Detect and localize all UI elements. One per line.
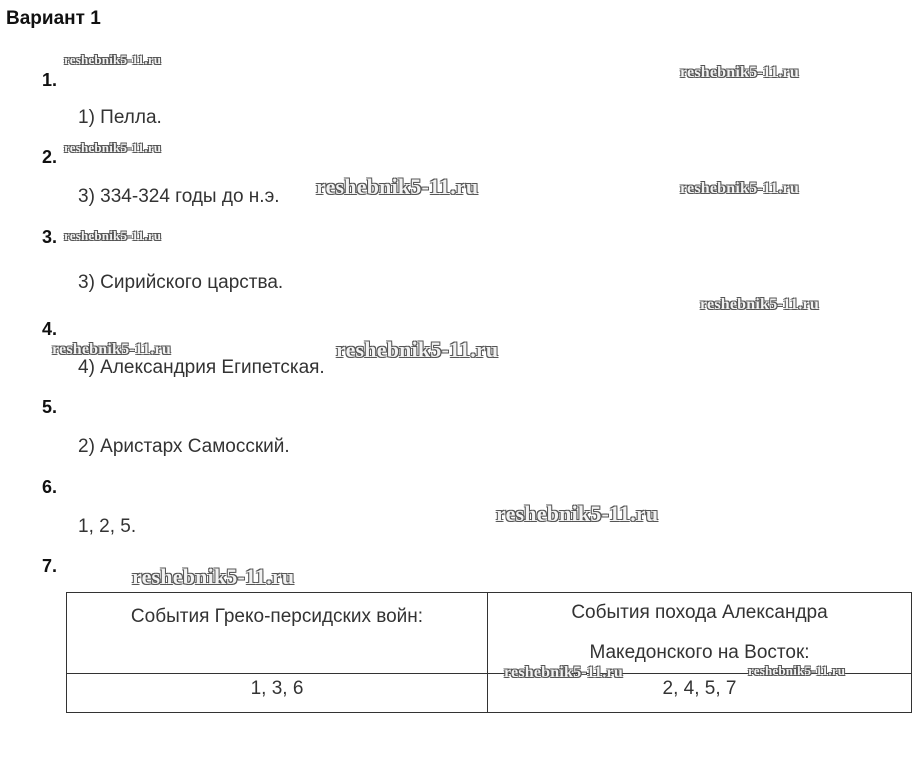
- question-number-5: 5.: [42, 397, 58, 417]
- watermark: reshebnik5-11.ru: [504, 664, 623, 681]
- watermark: reshebnik5-11.ru: [748, 663, 846, 678]
- watermark: reshebnik5-11.ru: [336, 337, 499, 362]
- question-number-4: 4.: [42, 319, 58, 339]
- watermark: reshebnik5-11.ru: [132, 564, 295, 589]
- watermark: reshebnik5-11.ru: [316, 174, 479, 199]
- header-alexander-campaign: События похода Александра Македонского на Восток:: [571, 602, 828, 663]
- answer-3: 3) Сирийского царства.: [78, 272, 284, 293]
- answer-2: 3) 334-324 годы до н.э.: [78, 186, 280, 207]
- watermark: reshebnik5-11.ru: [52, 341, 171, 358]
- question-number-7: 7.: [42, 556, 58, 576]
- page-title: Вариант 1: [6, 8, 101, 29]
- value-alexander-campaign: 2, 4, 5, 7: [488, 674, 912, 713]
- answer-5: 2) Аристарх Самосский.: [78, 436, 290, 457]
- answer-4: 4) Александрия Египетская.: [78, 357, 325, 378]
- question-number-1: 1.: [42, 70, 58, 90]
- watermark: reshebnik5-11.ru: [64, 228, 162, 243]
- table-header-cell: [488, 593, 912, 674]
- events-table: [66, 592, 912, 713]
- watermark: reshebnik5-11.ru: [680, 180, 799, 197]
- table-row: [67, 674, 912, 713]
- watermark: reshebnik5-11.ru: [680, 64, 799, 81]
- header-greco-persian: События Греко-персидских войн:: [130, 606, 424, 627]
- table-header-row: [67, 593, 912, 674]
- watermark: reshebnik5-11.ru: [700, 296, 819, 313]
- watermark: reshebnik5-11.ru: [496, 501, 659, 526]
- watermark: reshebnik5-11.ru: [64, 52, 162, 67]
- answer-1: 1) Пелла.: [78, 107, 162, 128]
- value-greco-persian: 1, 3, 6: [67, 674, 488, 713]
- watermark: reshebnik5-11.ru: [64, 140, 162, 155]
- table-header-cell: [67, 593, 488, 674]
- answer-6: 1, 2, 5.: [78, 516, 137, 537]
- question-number-2: 2.: [42, 147, 58, 167]
- question-number-3: 3.: [42, 227, 58, 247]
- question-number-6: 6.: [42, 477, 58, 497]
